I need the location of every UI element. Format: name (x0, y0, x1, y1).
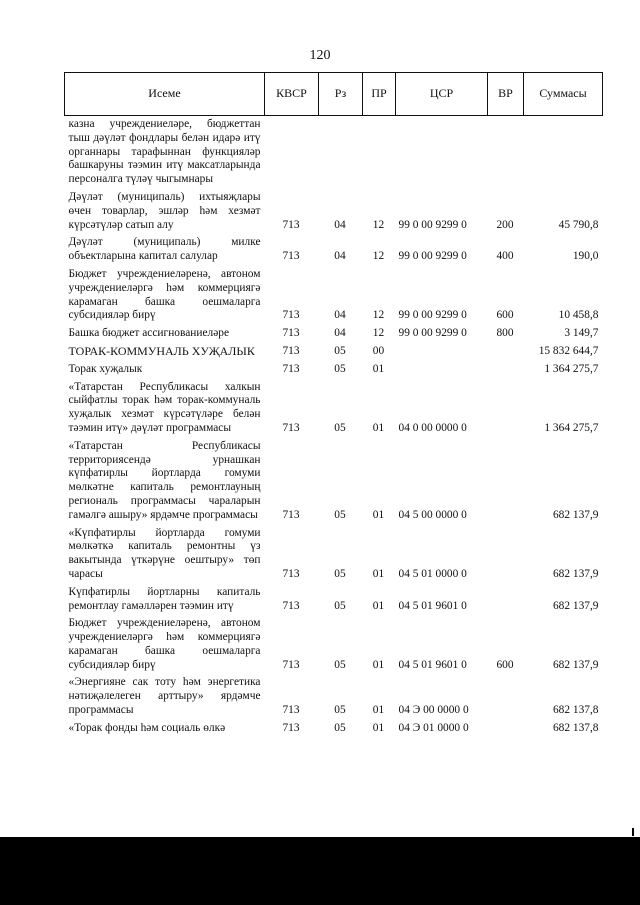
header-kvsr: КВСР (265, 73, 319, 116)
cell-vr (488, 720, 524, 738)
cell-rz: 05 (334, 508, 346, 521)
cell-pr: 12 (372, 250, 385, 263)
cell-vr (488, 525, 524, 584)
cell-csr: 04 0 00 0000 0 (398, 421, 467, 434)
table-row (65, 361, 603, 379)
cell-sum: 1 364 275,7 (544, 362, 599, 375)
cell-sum: 3 149,7 (564, 327, 599, 340)
cell-pr: 12 (372, 327, 385, 340)
cell-sum: 45 790,8 (558, 218, 599, 231)
cell-vr (488, 379, 524, 438)
cell-rz: 05 (334, 567, 346, 580)
header-pr: ПР (363, 73, 396, 116)
table-row (65, 343, 603, 361)
cell-pr: 12 (372, 218, 385, 231)
table-row (65, 525, 603, 584)
cell-csr: 04 5 01 9601 0 (398, 658, 467, 671)
cell-kvsr: 713 (282, 362, 300, 375)
cell-kvsr: 713 (282, 327, 300, 340)
scan-bottom-border (0, 837, 640, 905)
cell-pr: 01 (372, 508, 385, 521)
cell-name: Торак хуҗалык (68, 362, 143, 375)
cell-name: «Күпфатирлы йортларда гомуми мөлкәткә капиталь ремонтны үз вакытында үткәрүне оештыру» төп чарасы (68, 526, 261, 580)
cell-rz: 05 (334, 721, 346, 734)
cell-name: ТОРАК-КОММУНАЛЬ ХУҖАЛЫК (68, 343, 255, 358)
cell-rz: 04 (334, 309, 346, 322)
cell-rz (319, 116, 363, 189)
cell-kvsr: 713 (282, 218, 300, 231)
table-row (65, 438, 603, 525)
cell-kvsr: 713 (282, 344, 300, 357)
header-sum: Суммасы (524, 73, 603, 116)
table-row (65, 325, 603, 343)
cell-sum: 190,0 (572, 250, 599, 263)
header-rz: Рз (319, 73, 363, 116)
cell-kvsr: 713 (282, 508, 300, 521)
cell-sum: 682 137,8 (552, 704, 599, 717)
table-row (65, 584, 603, 616)
cell-kvsr: 713 (282, 721, 300, 734)
cell-sum (524, 116, 603, 189)
cell-vr (488, 361, 524, 379)
cell-csr: 04 Э 00 0000 0 (398, 704, 469, 717)
cell-vr: 600 (496, 309, 514, 322)
table-header-row (65, 73, 603, 116)
cell-sum: 682 137,8 (552, 721, 599, 734)
cell-pr: 01 (372, 599, 385, 612)
cell-vr (488, 116, 524, 189)
cell-kvsr: 713 (282, 599, 300, 612)
budget-table (64, 72, 603, 738)
cell-sum: 682 137,9 (552, 567, 599, 580)
cell-sum: 682 137,9 (552, 508, 599, 521)
cell-pr: 00 (372, 344, 385, 357)
cell-csr: 04 5 00 0000 0 (398, 508, 467, 521)
cell-pr: 12 (372, 309, 385, 322)
cell-name: «Энергияне сак тоту һәм энергетика нәтиҗәлелеген арттыру» ярдәмче программасы (68, 676, 261, 717)
cell-csr: 99 0 00 9299 0 (398, 250, 467, 263)
cell-kvsr: 713 (282, 567, 300, 580)
cell-csr (396, 343, 488, 361)
cell-name: «Торак фонды һәм социаль өлкә (68, 721, 226, 734)
cell-pr: 01 (372, 567, 385, 580)
cell-sum: 10 458,8 (558, 309, 599, 322)
table-row (65, 266, 603, 325)
cell-vr: 800 (496, 327, 514, 340)
cell-csr: 04 Э 01 0000 0 (398, 721, 469, 734)
cell-name: «Татарстан Республикасы территориясендә урнашкан күпфатирлы йортларда гомуми мөлкәтне капиталь ремонтлауның региональ программасы чараларын гамәлгә ашыру» ярдәмче программасы (68, 439, 261, 521)
cell-rz: 04 (334, 327, 346, 340)
cell-csr (396, 361, 488, 379)
cell-rz: 05 (334, 362, 346, 375)
header-vr: ВР (488, 73, 524, 116)
cell-rz: 05 (334, 599, 346, 612)
table-row (65, 720, 603, 738)
table-row (65, 379, 603, 438)
cell-rz: 05 (334, 658, 346, 671)
table-row (65, 234, 603, 266)
cell-vr: 600 (496, 658, 514, 671)
cell-name: Дәүләт (муниципаль) ихтыяҗлары өчен товарлар, эшләр һәм хезмәт күрсәтүләр сатып алу (68, 190, 261, 231)
cell-sum: 1 364 275,7 (544, 421, 599, 434)
cell-sum: 682 137,9 (552, 658, 599, 671)
cell-rz: 05 (334, 344, 346, 357)
header-name: Исеме (65, 73, 265, 116)
cell-rz: 04 (334, 218, 346, 231)
table-body (65, 116, 603, 738)
cell-kvsr: 713 (282, 658, 300, 671)
cell-rz: 05 (334, 421, 346, 434)
page-number: 120 (309, 48, 331, 63)
cell-vr: 200 (496, 218, 514, 231)
cell-csr (396, 116, 488, 189)
cell-name: Бюджет учреждениеләренә, автоном учреждениеләргә һәм коммерциягә карамаган башка оешмаларга субсидияләр бирү (68, 617, 261, 671)
cell-sum: 682 137,9 (552, 599, 599, 612)
cell-name: Дәүләт (муниципаль) милке объектларына капитал салулар (68, 236, 261, 263)
cell-pr: 01 (372, 362, 385, 375)
cell-name: Башка бюджет ассигнованиеләре (68, 327, 230, 340)
cell-kvsr: 713 (282, 309, 300, 322)
cell-name: «Татарстан Республикасы халкын сыйфатлы торак һәм торак-коммуналь хуҗалык хезмәт күрсәтүләре белән тәэмин итү» дәүләт программасы (68, 380, 261, 434)
cell-csr: 04 5 01 0000 0 (398, 567, 467, 580)
table-row (65, 116, 603, 189)
cell-name: Бюджет учреждениеләренә, автоном учреждениеләргә һәм коммерциягә карамаган башка оешмаларга субсидияләр бирү (68, 267, 261, 322)
scan-edge-mark (632, 828, 634, 836)
cell-vr (488, 674, 524, 719)
cell-name: казна учреждениеләре, бюджеттан тыш дәүләт фондлары белән идарә итү органнары тарафыннан функцияләр башкаруны тәэмин итү максатларында персоналга түләү чыгымнары (68, 118, 261, 186)
cell-csr: 04 5 01 9601 0 (398, 599, 467, 612)
cell-kvsr: 713 (282, 704, 300, 717)
cell-kvsr (265, 116, 319, 189)
header-csr: ЦСР (396, 73, 488, 116)
cell-csr: 99 0 00 9299 0 (398, 327, 467, 340)
cell-pr (363, 116, 396, 189)
cell-sum: 15 832 644,7 (538, 344, 599, 357)
cell-vr (488, 343, 524, 361)
cell-pr: 01 (372, 704, 385, 717)
cell-pr: 01 (372, 658, 385, 671)
cell-vr (488, 584, 524, 616)
cell-vr: 400 (496, 250, 514, 263)
cell-csr: 99 0 00 9299 0 (398, 218, 467, 231)
cell-pr: 01 (372, 721, 385, 734)
table-row (65, 674, 603, 719)
cell-csr: 99 0 00 9299 0 (398, 309, 467, 322)
cell-vr (488, 438, 524, 525)
table-row (65, 615, 603, 674)
cell-rz: 05 (334, 704, 346, 717)
cell-kvsr: 713 (282, 421, 300, 434)
cell-kvsr: 713 (282, 250, 300, 263)
cell-rz: 04 (334, 250, 346, 263)
cell-pr: 01 (372, 421, 385, 434)
table-row (65, 189, 603, 234)
cell-name: Күпфатирлы йортларны капиталь ремонтлау гамәлләрен тәэмин итү (68, 585, 261, 612)
